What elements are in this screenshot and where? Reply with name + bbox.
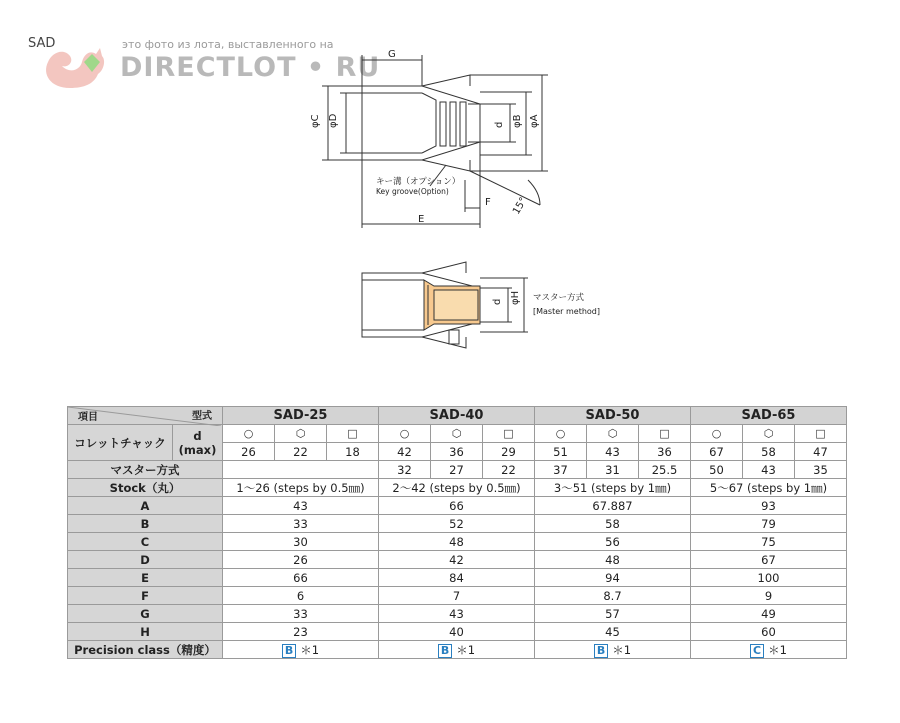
row-label: C bbox=[68, 533, 223, 551]
svg-text:d: d bbox=[492, 298, 503, 305]
table-cell: 43 bbox=[223, 497, 379, 515]
row-label: B bbox=[68, 515, 223, 533]
table-cell: 66 bbox=[379, 497, 535, 515]
table-cell: 42 bbox=[379, 551, 535, 569]
table-cell: 42 bbox=[379, 443, 431, 461]
row-label: A bbox=[68, 497, 223, 515]
model-sad25: SAD-25 bbox=[223, 407, 379, 425]
precision-label: Precision class（精度） bbox=[68, 641, 223, 659]
table-cell: 67 bbox=[691, 551, 847, 569]
round-icon: ○ bbox=[379, 425, 431, 443]
table-cell: 36 bbox=[639, 443, 691, 461]
table-row bbox=[68, 623, 847, 641]
table-cell: 56 bbox=[535, 533, 691, 551]
table-cell: 32 bbox=[379, 461, 431, 479]
precision-cell bbox=[379, 641, 535, 659]
table-cell: 7 bbox=[379, 587, 535, 605]
table-cell: 45 bbox=[535, 623, 691, 641]
table-cell bbox=[223, 461, 379, 479]
round-icon: ○ bbox=[691, 425, 743, 443]
class-badge: B bbox=[438, 644, 452, 658]
table-cell: 48 bbox=[379, 533, 535, 551]
svg-text:φH: φH bbox=[510, 290, 521, 305]
stock-label: Stock（丸） bbox=[68, 479, 223, 497]
table-cell: 25.5 bbox=[639, 461, 691, 479]
table-row bbox=[68, 533, 847, 551]
table-cell: 33 bbox=[223, 515, 379, 533]
table-cell: 66 bbox=[223, 569, 379, 587]
precision-cell bbox=[535, 641, 691, 659]
svg-text:マスター方式: マスター方式 bbox=[533, 293, 585, 303]
table-cell: 36 bbox=[431, 443, 483, 461]
table-cell: 9 bbox=[691, 587, 847, 605]
row-label: H bbox=[68, 623, 223, 641]
table-row bbox=[68, 605, 847, 623]
table-cell: 58 bbox=[743, 443, 795, 461]
round-icon: ○ bbox=[223, 425, 275, 443]
note-mark: ＊1 bbox=[612, 642, 632, 657]
table-cell: 40 bbox=[379, 623, 535, 641]
square-icon: □ bbox=[639, 425, 691, 443]
table-row bbox=[68, 497, 847, 515]
table-cell: 3～51 (steps by 1㎜) bbox=[535, 479, 691, 497]
square-icon: □ bbox=[795, 425, 847, 443]
model-sad40: SAD-40 bbox=[379, 407, 535, 425]
table-cell: 67.887 bbox=[535, 497, 691, 515]
note-mark: ＊1 bbox=[768, 642, 787, 657]
table-cell: 43 bbox=[587, 443, 639, 461]
precision-cell bbox=[691, 641, 847, 659]
svg-text:15°: 15° bbox=[511, 195, 530, 217]
precision-cell bbox=[223, 641, 379, 659]
table-cell: 35 bbox=[795, 461, 847, 479]
table-cell: 67 bbox=[691, 443, 743, 461]
table-cell: 49 bbox=[691, 605, 847, 623]
table-cell: 43 bbox=[379, 605, 535, 623]
square-icon: □ bbox=[327, 425, 379, 443]
table-cell: 79 bbox=[691, 515, 847, 533]
table-cell: 23 bbox=[223, 623, 379, 641]
svg-text:E: E bbox=[418, 214, 425, 225]
round-icon: ○ bbox=[535, 425, 587, 443]
dmax-label: d (max) bbox=[173, 425, 223, 461]
table-cell: 22 bbox=[275, 443, 327, 461]
table-cell: 100 bbox=[691, 569, 847, 587]
table-cell: 18 bbox=[327, 443, 379, 461]
svg-text:φC: φC bbox=[310, 114, 321, 128]
table-cell: 26 bbox=[223, 443, 275, 461]
table-row bbox=[68, 515, 847, 533]
table-cell: 5～67 (steps by 1㎜) bbox=[691, 479, 847, 497]
table-cell: 93 bbox=[691, 497, 847, 515]
hexagon-icon: ⬡ bbox=[275, 425, 327, 443]
table-row bbox=[68, 569, 847, 587]
svg-text:キー溝（オプション）: キー溝（オプション） bbox=[376, 177, 461, 187]
note-mark: ＊1 bbox=[456, 642, 476, 657]
master-label: マスター方式 bbox=[68, 461, 223, 479]
table-cell: 30 bbox=[223, 533, 379, 551]
row-label: F bbox=[68, 587, 223, 605]
hexagon-icon: ⬡ bbox=[587, 425, 639, 443]
precision-row bbox=[68, 641, 847, 659]
table-cell: 94 bbox=[535, 569, 691, 587]
row-label: D bbox=[68, 551, 223, 569]
table-cell: 31 bbox=[587, 461, 639, 479]
model-sad50: SAD-50 bbox=[535, 407, 691, 425]
series-label: SAD bbox=[28, 36, 56, 51]
table-cell: 33 bbox=[223, 605, 379, 623]
table-cell: 57 bbox=[535, 605, 691, 623]
table-cell: 2～42 (steps by 0.5㎜) bbox=[379, 479, 535, 497]
hexagon-icon: ⬡ bbox=[743, 425, 795, 443]
table-cell: 26 bbox=[223, 551, 379, 569]
table-cell: 48 bbox=[535, 551, 691, 569]
table-cell: 75 bbox=[691, 533, 847, 551]
dim-g-label: G bbox=[388, 49, 396, 60]
table-cell: 22 bbox=[483, 461, 535, 479]
svg-text:[Master method]: [Master method] bbox=[533, 307, 600, 316]
table-cell: 27 bbox=[431, 461, 483, 479]
class-badge: C bbox=[750, 644, 764, 658]
svg-text:Key groove(Option): Key groove(Option) bbox=[376, 187, 449, 196]
table-cell: 43 bbox=[743, 461, 795, 479]
header-item-label: 項目 bbox=[78, 412, 98, 423]
watermark-caption: это фото из лота, выставленного на bbox=[122, 38, 334, 51]
table-cell: 6 bbox=[223, 587, 379, 605]
table-cell: 29 bbox=[483, 443, 535, 461]
table-cell: 37 bbox=[535, 461, 587, 479]
svg-text:φD: φD bbox=[328, 113, 339, 128]
table-row bbox=[68, 587, 847, 605]
svg-text:φB: φB bbox=[512, 114, 523, 128]
table-cell: 51 bbox=[535, 443, 587, 461]
table-cell: 84 bbox=[379, 569, 535, 587]
header-model-label: 型式 bbox=[192, 411, 212, 422]
header-corner-cell bbox=[68, 407, 223, 425]
model-sad65: SAD-65 bbox=[691, 407, 847, 425]
collet-label: コレットチャック bbox=[68, 425, 173, 461]
table-cell: 1～26 (steps by 0.5㎜) bbox=[223, 479, 379, 497]
svg-text:φA: φA bbox=[529, 114, 540, 128]
row-label: G bbox=[68, 605, 223, 623]
spec-table bbox=[67, 406, 847, 659]
class-badge: B bbox=[594, 644, 608, 658]
table-cell: 52 bbox=[379, 515, 535, 533]
row-label: E bbox=[68, 569, 223, 587]
watermark-brand: DIRECTLOT • RU bbox=[120, 52, 381, 83]
hexagon-icon: ⬡ bbox=[431, 425, 483, 443]
svg-text:F: F bbox=[485, 197, 491, 208]
table-cell: 50 bbox=[691, 461, 743, 479]
table-cell: 47 bbox=[795, 443, 847, 461]
table-row bbox=[68, 551, 847, 569]
note-mark: ＊1 bbox=[300, 642, 320, 657]
square-icon: □ bbox=[483, 425, 535, 443]
table-cell: 60 bbox=[691, 623, 847, 641]
table-cell: 58 bbox=[535, 515, 691, 533]
table-cell: 8.7 bbox=[535, 587, 691, 605]
svg-text:d: d bbox=[494, 121, 505, 128]
class-badge: B bbox=[282, 644, 296, 658]
